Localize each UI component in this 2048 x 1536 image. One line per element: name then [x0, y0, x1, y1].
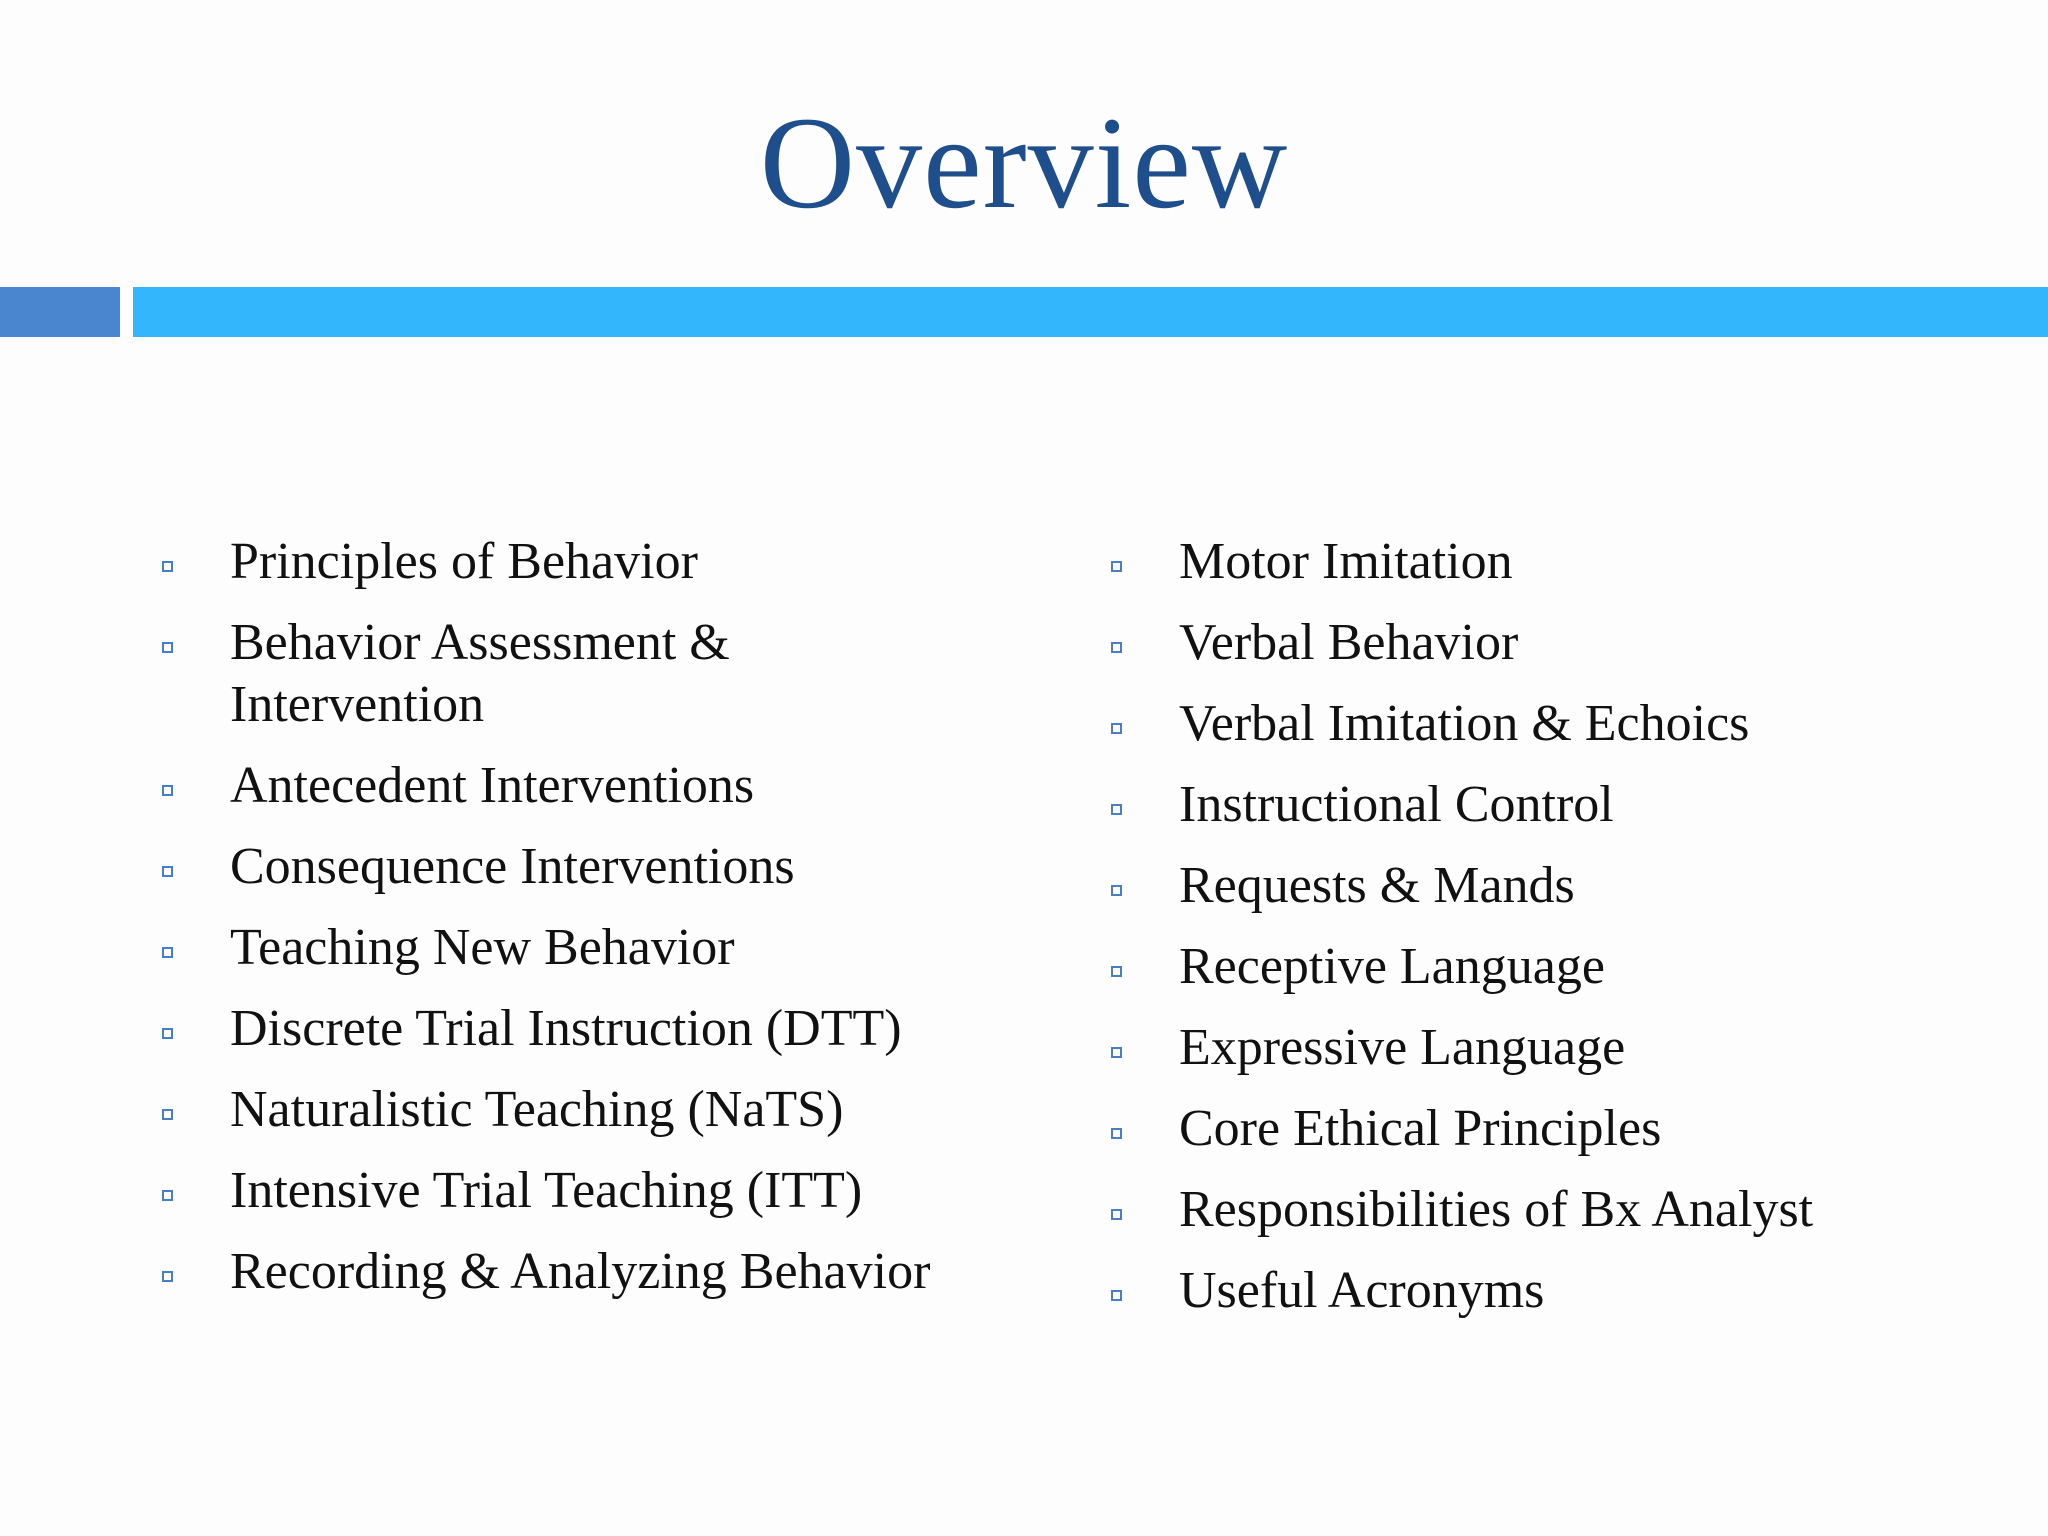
hollow-square-bullet-icon — [1111, 885, 1122, 896]
list-item — [1109, 1098, 2009, 1160]
list-item — [1109, 1260, 2009, 1322]
hollow-square-bullet-icon — [162, 1190, 173, 1201]
slide-title: Overview — [759, 89, 1289, 236]
hollow-square-bullet-icon — [1111, 804, 1122, 815]
list-item-label: Useful Acronyms — [1179, 1262, 1545, 1319]
list-item-label: Motor Imitation — [1179, 533, 1513, 590]
list-item-label: Verbal Imitation & Echoics — [1179, 695, 1750, 752]
hollow-square-bullet-icon — [162, 1271, 173, 1282]
hollow-square-bullet-icon — [1111, 1290, 1122, 1301]
hollow-square-bullet-icon — [162, 1028, 173, 1039]
list-item — [1109, 1179, 2009, 1241]
list-item — [160, 998, 1060, 1060]
hollow-square-bullet-icon — [1111, 966, 1122, 977]
hollow-square-bullet-icon — [1111, 561, 1122, 572]
list-item — [1109, 531, 2009, 593]
list-item — [1109, 612, 2009, 674]
list-item-label: Recording & Analyzing Behavior — [230, 1243, 931, 1300]
list-item-label: Receptive Language — [1179, 938, 1605, 995]
list-item-label: Requests & Mands — [1179, 857, 1575, 914]
list-item-label: Teaching New Behavior — [230, 919, 735, 976]
hollow-square-bullet-icon — [162, 561, 173, 572]
list-item — [160, 612, 790, 736]
list-item — [1109, 1017, 2009, 1079]
accent-bar-right — [133, 287, 2048, 337]
hollow-square-bullet-icon — [162, 642, 173, 653]
list-item — [160, 1160, 1060, 1222]
left-bullet-list — [160, 531, 1060, 1322]
list-item — [1109, 693, 2009, 755]
list-item-label: Core Ethical Principles — [1179, 1100, 1662, 1157]
list-item-label: Consequence Interventions — [230, 838, 795, 895]
list-item — [1109, 774, 2009, 836]
hollow-square-bullet-icon — [162, 1109, 173, 1120]
hollow-square-bullet-icon — [162, 785, 173, 796]
list-item-label: Behavior Assessment & Intervention — [230, 614, 730, 733]
list-item-label: Antecedent Interventions — [230, 757, 755, 814]
list-item-label: Naturalistic Teaching (NaTS) — [230, 1081, 844, 1138]
list-item — [160, 1079, 1060, 1141]
hollow-square-bullet-icon — [162, 947, 173, 958]
hollow-square-bullet-icon — [1111, 1209, 1122, 1220]
hollow-square-bullet-icon — [1111, 642, 1122, 653]
list-item-label: Discrete Trial Instruction (DTT) — [230, 1000, 902, 1057]
list-item — [160, 917, 1060, 979]
accent-bar-left — [0, 287, 120, 337]
list-item — [160, 755, 1060, 817]
list-item — [160, 531, 1060, 593]
hollow-square-bullet-icon — [1111, 1047, 1122, 1058]
hollow-square-bullet-icon — [1111, 1128, 1122, 1139]
hollow-square-bullet-icon — [162, 866, 173, 877]
list-item-label: Principles of Behavior — [230, 533, 698, 590]
list-item — [1109, 855, 2009, 917]
list-item-label: Instructional Control — [1179, 776, 1614, 833]
right-bullet-list — [1109, 531, 2009, 1341]
list-item-label: Responsibilities of Bx Analyst — [1179, 1181, 1814, 1238]
list-item-label: Intensive Trial Teaching (ITT) — [230, 1162, 863, 1219]
list-item-label: Verbal Behavior — [1179, 614, 1519, 671]
list-item — [1109, 936, 2009, 998]
list-item-label: Expressive Language — [1179, 1019, 1626, 1076]
list-item — [160, 1241, 1060, 1303]
hollow-square-bullet-icon — [1111, 723, 1122, 734]
list-item — [160, 836, 1060, 898]
